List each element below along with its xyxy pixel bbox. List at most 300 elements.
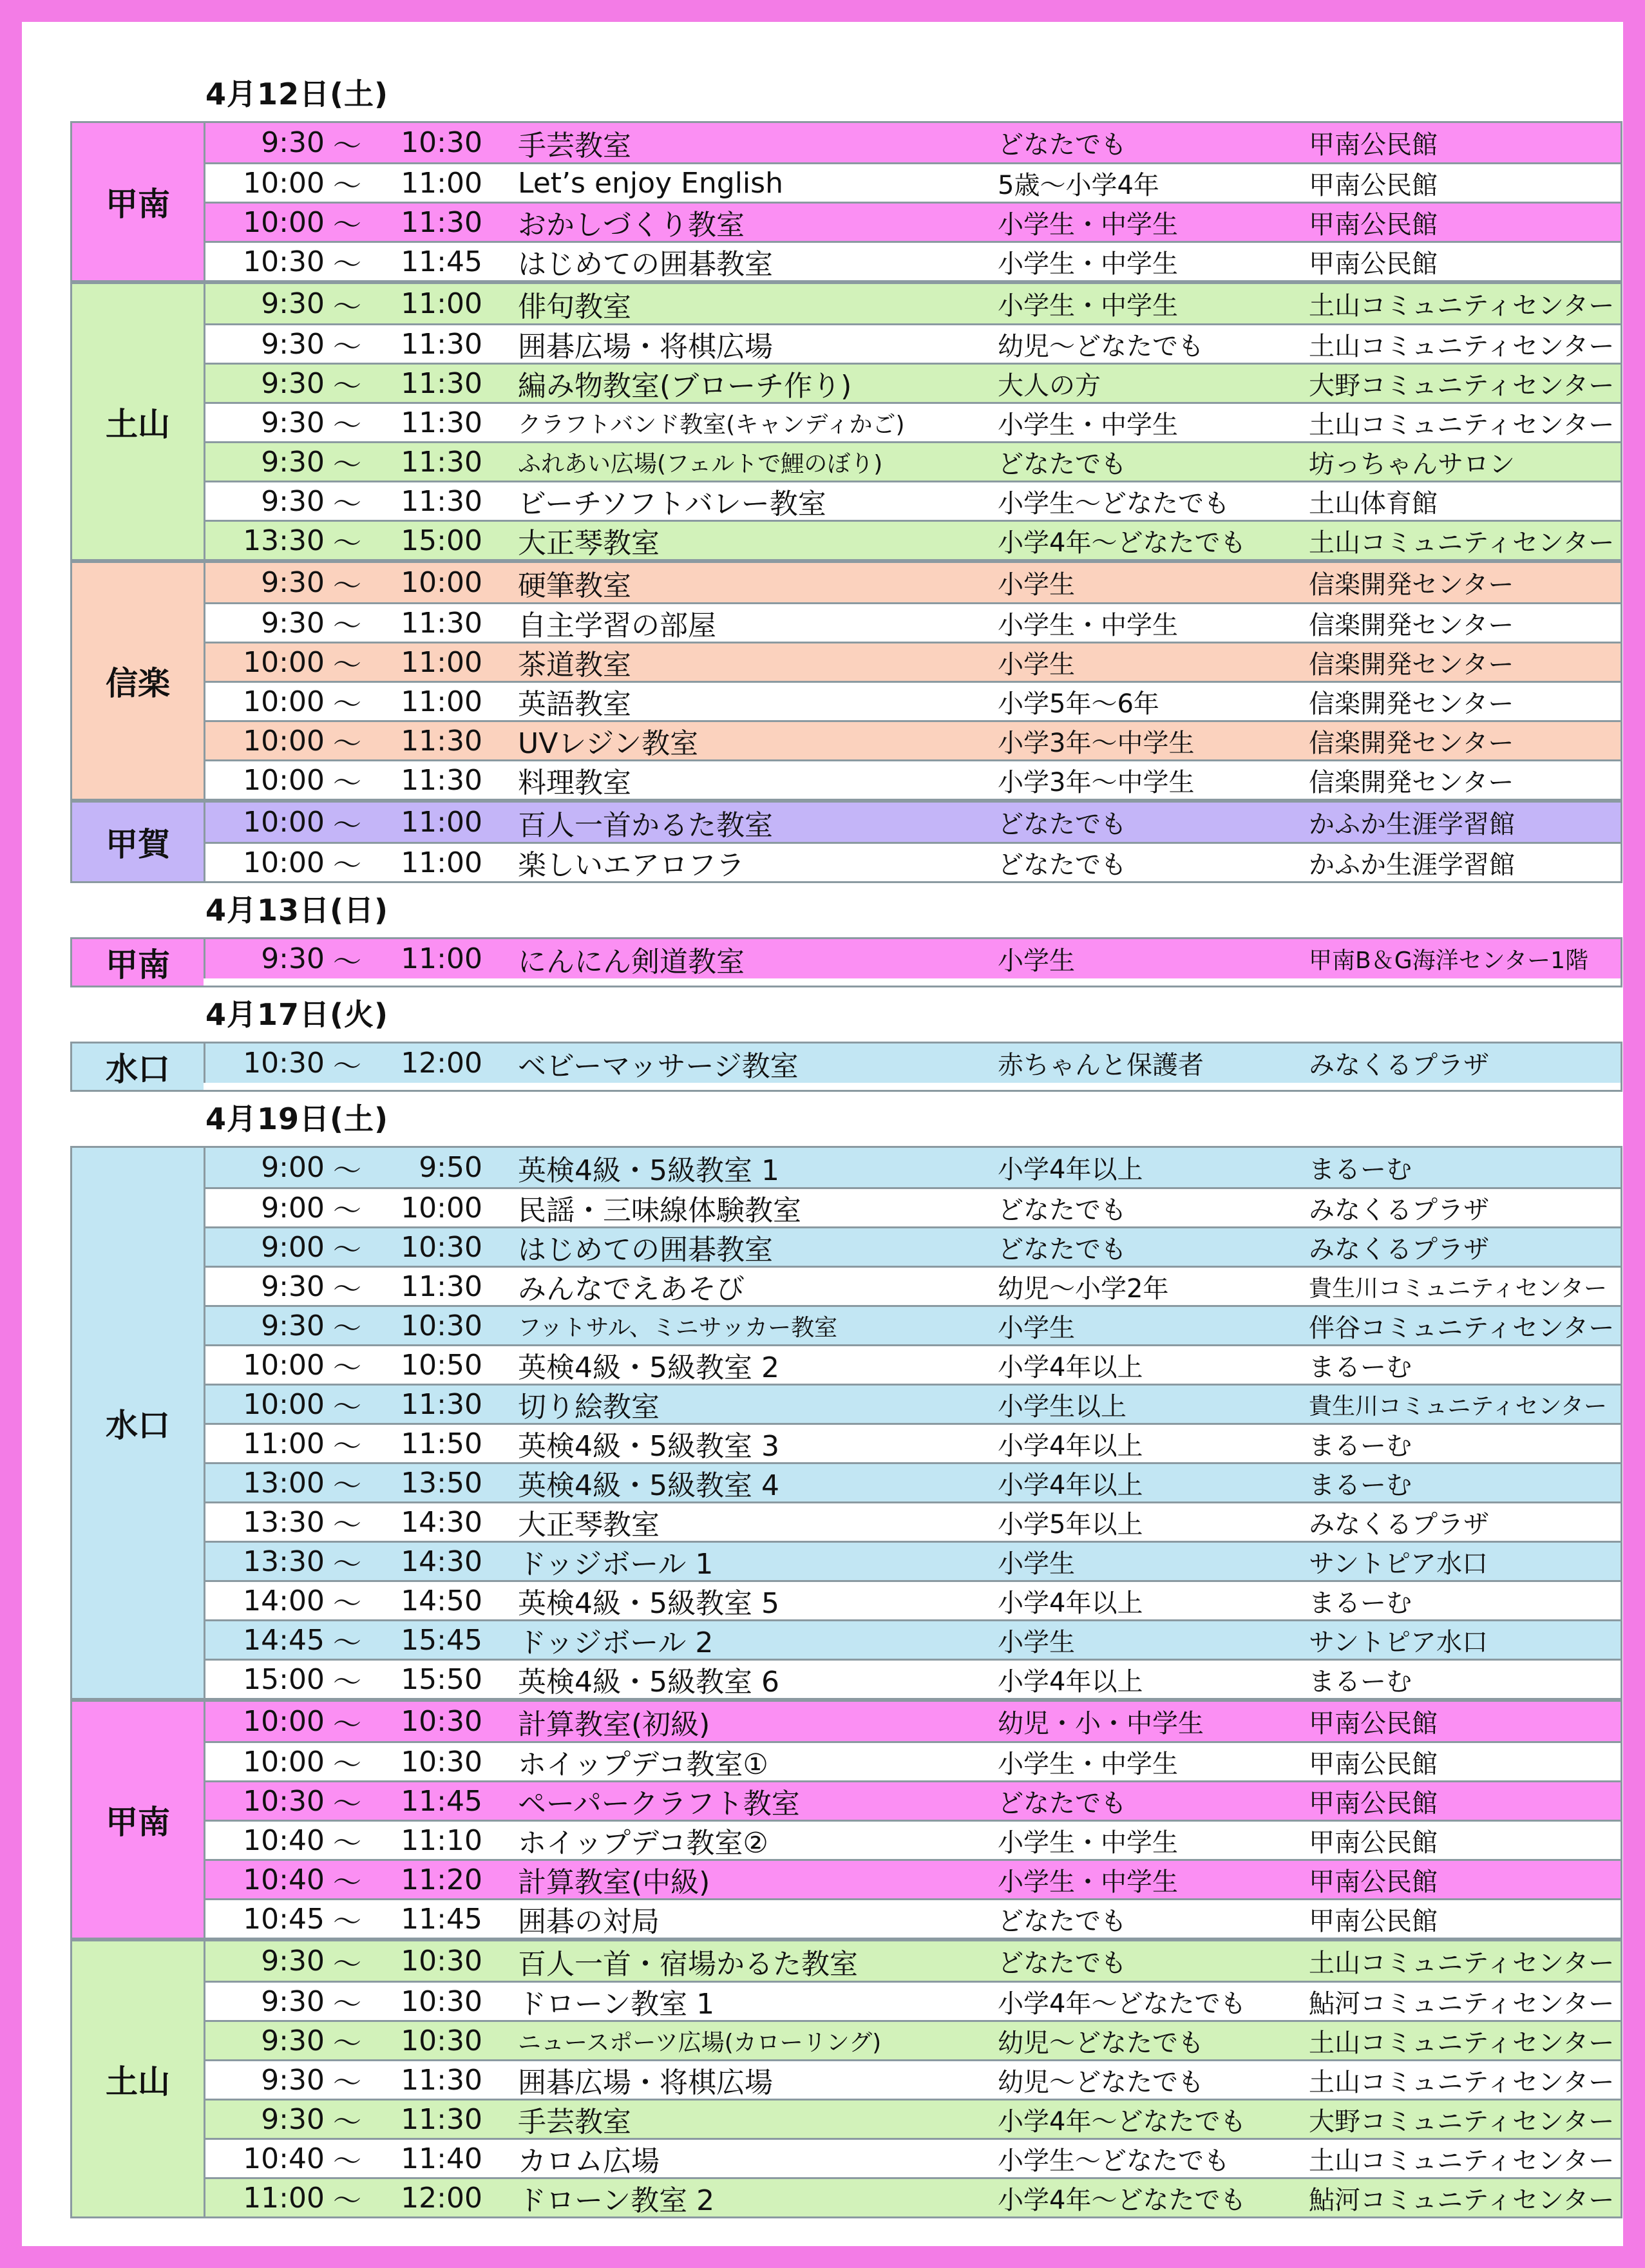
event-target: 小学4年以上 <box>998 1470 1143 1500</box>
event-title: ドローン教室 2 <box>518 2184 715 2217</box>
start-time: 9:30 <box>261 1309 325 1342</box>
end-time: 11:30 <box>401 1387 482 1421</box>
event-title: 計算教室(中級) <box>518 1866 710 1899</box>
time-separator: ～ <box>333 1866 361 1899</box>
event-title: おかしづくり教室 <box>518 209 745 242</box>
start-time: 13:30 <box>243 1545 325 1578</box>
end-time: 12:00 <box>401 1047 482 1080</box>
end-time: 15:45 <box>401 1623 482 1657</box>
end-time: 10:30 <box>401 1745 482 1778</box>
event-venue: サントピア水口 <box>1309 1549 1488 1579</box>
event-target: 小学生 <box>998 1627 1075 1657</box>
event-venue: 土山コミュニティセンター <box>1309 2067 1615 2097</box>
time-separator: ～ <box>333 808 361 842</box>
start-time: 10:40 <box>243 2142 325 2175</box>
event-venue: 坊っちゃんサロン <box>1309 449 1515 479</box>
event-row <box>204 202 1621 241</box>
start-time: 9:30 <box>261 606 325 640</box>
event-target: どなたでも <box>998 850 1127 880</box>
event-title: 編み物教室(ブローチ作り) <box>518 370 852 403</box>
end-time: 10:30 <box>401 2024 482 2057</box>
event-row <box>204 1741 1621 1780</box>
start-time: 14:00 <box>243 1584 325 1617</box>
region-label: 土山 <box>72 284 204 559</box>
event-row <box>204 1541 1621 1580</box>
event-target: 小学生 <box>998 1549 1075 1579</box>
event-title: 手芸教室 <box>518 129 631 162</box>
start-time: 13:30 <box>243 1505 325 1539</box>
event-title: ドッジボール 1 <box>518 1548 714 1581</box>
event-title: はじめての囲碁教室 <box>518 1234 773 1266</box>
end-time: 12:00 <box>401 2181 482 2215</box>
event-row <box>204 1941 1621 1981</box>
event-venue: 信楽開発センター <box>1309 570 1514 600</box>
event-row <box>204 363 1621 402</box>
time-separator: ～ <box>333 945 361 978</box>
end-time: 10:30 <box>401 1945 482 1977</box>
event-target: 幼児～どなたでも <box>998 331 1204 361</box>
event-title: ドローン教室 1 <box>518 1988 715 2021</box>
end-time: 11:30 <box>401 724 482 758</box>
start-time: 10:00 <box>243 685 325 718</box>
region-section <box>70 801 1622 883</box>
event-title: 英検4級・5級教室 2 <box>518 1351 779 1384</box>
event-venue: 土山コミュニティセンター <box>1309 291 1615 321</box>
event-title: ホイップデコ教室② <box>518 1827 768 1860</box>
event-row <box>204 1898 1621 1938</box>
event-rows <box>204 563 1621 799</box>
time-separator: ～ <box>333 1947 361 1981</box>
event-title: ニュースポーツ広場(カローリング) <box>518 2029 882 2056</box>
event-target: 幼児～どなたでも <box>998 2067 1204 2097</box>
event-target: 小学生・中学生 <box>998 209 1178 240</box>
time-separator: ～ <box>333 1587 361 1620</box>
event-title: はじめての囲碁教室 <box>518 248 773 281</box>
end-time: 11:00 <box>401 166 482 200</box>
event-venue: 伴谷コミュニティセンター <box>1309 1313 1615 1343</box>
event-row <box>204 2059 1621 2099</box>
event-rows <box>204 1043 1621 1090</box>
event-target: 小学生・中学生 <box>998 249 1178 279</box>
end-time: 15:50 <box>401 1663 482 1696</box>
start-time: 14:45 <box>243 1623 325 1657</box>
event-title: 英検4級・5級教室 3 <box>518 1430 779 1463</box>
end-time: 11:30 <box>401 2063 482 2097</box>
end-time: 9:50 <box>419 1151 482 1184</box>
time-separator: ～ <box>333 488 361 520</box>
event-venue: 甲南公民館 <box>1309 1906 1438 1936</box>
end-time: 11:45 <box>401 1902 482 1936</box>
event-target: 小学生・中学生 <box>998 291 1178 321</box>
event-row <box>204 2177 1621 2216</box>
event-title: ビーチソフトバレー教室 <box>518 488 826 520</box>
event-title: 百人一首かるた教室 <box>518 808 773 842</box>
event-title: 計算教室(初級) <box>518 1708 710 1741</box>
region-section <box>70 1042 1622 1092</box>
time-separator: ～ <box>333 767 361 799</box>
event-row <box>204 1423 1621 1462</box>
time-separator: ～ <box>333 727 361 760</box>
event-venue: みなくるプラザ <box>1309 1195 1489 1225</box>
time-separator: ～ <box>333 1787 361 1820</box>
event-venue: まるーむ <box>1309 1431 1412 1461</box>
event-title: ベビーマッサージ教室 <box>518 1049 799 1083</box>
event-row <box>204 642 1621 681</box>
end-time: 11:30 <box>401 406 482 439</box>
end-time: 15:00 <box>401 524 482 557</box>
event-target: 小学生 <box>998 649 1075 680</box>
start-time: 9:30 <box>261 1945 325 1977</box>
time-separator: ～ <box>333 527 361 560</box>
event-row <box>204 1780 1621 1820</box>
event-rows <box>204 284 1621 559</box>
event-rows <box>204 1941 1621 2216</box>
event-venue: 甲南公民館 <box>1309 1827 1438 1858</box>
start-time: 10:45 <box>243 1902 325 1936</box>
end-time: 14:30 <box>401 1505 482 1539</box>
time-separator: ～ <box>333 1351 361 1384</box>
end-time: 11:30 <box>401 763 482 797</box>
start-time: 10:00 <box>243 763 325 797</box>
event-row <box>204 481 1621 520</box>
event-target: 大人の方 <box>998 370 1101 401</box>
time-separator: ～ <box>333 448 361 481</box>
event-venue: 貴生川コミュニティセンター <box>1309 1275 1607 1302</box>
end-time: 11:40 <box>401 2142 482 2175</box>
event-row <box>204 1384 1621 1423</box>
event-venue: 土山コミュニティセンター <box>1309 2146 1615 2176</box>
event-title: 民謡・三味線体験教室 <box>518 1194 801 1227</box>
end-time: 11:30 <box>401 2102 482 2136</box>
event-venue: 貴生川コミュニティセンター <box>1309 1393 1607 1420</box>
event-target: どなたでも <box>998 1788 1127 1818</box>
event-venue: まるーむ <box>1309 1155 1412 1185</box>
event-target: 小学生 <box>998 570 1075 600</box>
event-rows <box>204 1148 1621 1698</box>
end-time: 11:30 <box>401 327 482 361</box>
end-time: 11:00 <box>401 685 482 718</box>
time-separator: ～ <box>333 2145 361 2178</box>
end-time: 11:30 <box>401 606 482 640</box>
event-row <box>204 1266 1621 1305</box>
end-time: 11:45 <box>401 245 482 278</box>
event-row <box>204 402 1621 441</box>
event-row <box>204 1702 1621 1741</box>
event-title: 囲碁広場・将棋広場 <box>518 330 773 363</box>
start-time: 10:00 <box>243 1387 325 1421</box>
event-row <box>204 1820 1621 1859</box>
event-row <box>204 241 1621 280</box>
event-venue: みなくるプラザ <box>1309 1509 1489 1539</box>
time-separator: ～ <box>333 330 361 363</box>
event-row <box>204 2138 1621 2177</box>
event-title: 料理教室 <box>518 767 631 799</box>
event-row <box>204 2099 1621 2138</box>
event-target: 赤ちゃんと保護者 <box>998 1051 1204 1080</box>
event-rows <box>204 803 1621 881</box>
event-target: 小学4年～どなたでも <box>998 1988 1246 2019</box>
event-title: クラフトバンド教室(キャンディかご) <box>518 411 905 438</box>
event-title: みんなでえあそび <box>518 1273 745 1306</box>
region-section <box>70 282 1622 561</box>
time-separator: ～ <box>333 1194 361 1227</box>
event-target: 小学4年～どなたでも <box>998 2185 1246 2215</box>
event-title: 囲碁の対局 <box>518 1905 660 1938</box>
time-separator: ～ <box>333 1154 361 1187</box>
event-row <box>204 1148 1621 1187</box>
start-time: 10:00 <box>243 1705 325 1738</box>
start-time: 9:30 <box>261 406 325 439</box>
event-target: 5歳～小学4年 <box>998 170 1159 200</box>
start-time: 9:30 <box>261 942 325 975</box>
event-title: 手芸教室 <box>518 2106 631 2139</box>
event-venue: 鮎河コミュニティセンター <box>1309 1988 1615 2019</box>
region-label: 甲南 <box>72 123 204 280</box>
event-target: どなたでも <box>998 1234 1127 1264</box>
end-time: 10:30 <box>401 1985 482 2018</box>
time-separator: ～ <box>333 1509 361 1541</box>
end-time: 11:00 <box>401 645 482 679</box>
region-section <box>70 1939 1622 2218</box>
event-row <box>204 1462 1621 1501</box>
event-title: ふれあい広場(フェルトで鯉のぼり) <box>518 450 883 477</box>
event-title: ホイップデコ教室① <box>518 1748 768 1781</box>
start-time: 9:30 <box>261 327 325 361</box>
event-target: 小学生～どなたでも <box>998 488 1230 519</box>
event-title: 茶道教室 <box>518 649 631 681</box>
end-time: 14:30 <box>401 1545 482 1578</box>
time-separator: ～ <box>333 1905 361 1938</box>
start-time: 10:00 <box>243 645 325 679</box>
time-separator: ～ <box>333 1748 361 1781</box>
time-separator: ～ <box>333 609 361 642</box>
start-time: 10:00 <box>243 166 325 200</box>
region-label: 信楽 <box>72 563 204 799</box>
event-target: 小学生・中学生 <box>998 1749 1178 1779</box>
event-venue: かふか生涯学習館 <box>1309 850 1515 880</box>
event-title: 英検4級・5級教室 6 <box>518 1666 779 1699</box>
event-venue: 土山コミュニティセンター <box>1309 331 1615 361</box>
event-target: どなたでも <box>998 1906 1127 1936</box>
start-time: 9:00 <box>261 1230 325 1264</box>
event-row <box>204 939 1621 978</box>
event-rows <box>204 1702 1621 1938</box>
region-label: 甲南 <box>72 1702 204 1938</box>
event-row <box>204 1619 1621 1659</box>
event-target: 幼児～どなたでも <box>998 2028 1204 2058</box>
event-row <box>204 602 1621 642</box>
end-time: 11:00 <box>401 287 482 320</box>
schedule <box>70 67 1622 2218</box>
event-target: 小学4年以上 <box>998 1666 1143 1697</box>
time-separator: ～ <box>333 849 361 882</box>
time-separator: ～ <box>333 1988 361 2021</box>
end-time: 10:30 <box>401 1230 482 1264</box>
time-separator: ～ <box>333 1548 361 1581</box>
event-target: どなたでも <box>998 1949 1127 1978</box>
start-time: 10:40 <box>243 1863 325 1896</box>
time-separator: ～ <box>333 1234 361 1266</box>
event-venue: 甲南公民館 <box>1309 1749 1438 1779</box>
event-venue: まるーむ <box>1309 1588 1412 1618</box>
time-separator: ～ <box>333 1430 361 1463</box>
time-separator: ～ <box>333 1391 361 1424</box>
time-separator: ～ <box>333 1666 361 1699</box>
event-target: 小学生・中学生 <box>998 1827 1178 1858</box>
end-time: 10:00 <box>401 1191 482 1225</box>
region-section <box>70 1700 1622 1939</box>
end-time: 11:20 <box>401 1863 482 1896</box>
start-time: 9:00 <box>261 1191 325 1225</box>
event-venue: サントピア水口 <box>1309 1627 1488 1657</box>
region-label: 土山 <box>72 1941 204 2216</box>
event-venue: 大野コミュニティセンター <box>1309 2106 1615 2137</box>
date-heading: 4月19日(土) <box>205 1101 389 1136</box>
event-row <box>204 1659 1621 1698</box>
event-target: 小学3年～中学生 <box>998 728 1195 758</box>
time-separator: ～ <box>333 1273 361 1306</box>
event-rows <box>204 123 1621 280</box>
event-target: どなたでも <box>998 449 1127 479</box>
start-time: 10:30 <box>243 1784 325 1818</box>
event-row <box>204 2020 1621 2059</box>
start-time: 9:30 <box>261 126 325 159</box>
time-separator: ～ <box>333 209 361 242</box>
time-separator: ～ <box>333 1708 361 1741</box>
start-time: 11:00 <box>243 2181 325 2215</box>
event-title: ペーパークラフト教室 <box>518 1787 800 1820</box>
event-venue: 大野コミュニティセンター <box>1309 370 1615 401</box>
event-row <box>204 1226 1621 1266</box>
event-target: 小学生・中学生 <box>998 1867 1178 1897</box>
event-title: 自主学習の部屋 <box>518 609 716 642</box>
time-separator: ～ <box>333 569 361 602</box>
end-time: 11:30 <box>401 367 482 400</box>
time-separator: ～ <box>333 1049 361 1083</box>
time-separator: ～ <box>333 1827 361 1860</box>
event-venue: 信楽開発センター <box>1309 767 1514 797</box>
event-target: 小学生以上 <box>998 1391 1127 1422</box>
event-venue: まるーむ <box>1309 1352 1412 1382</box>
event-target: 幼児～小学2年 <box>998 1273 1169 1304</box>
time-separator: ～ <box>333 129 361 162</box>
time-separator: ～ <box>333 290 361 323</box>
event-title: 硬筆教室 <box>518 569 631 602</box>
event-target: 小学生・中学生 <box>998 610 1178 640</box>
event-row <box>204 759 1621 799</box>
event-row <box>204 123 1621 162</box>
event-row <box>204 1859 1621 1898</box>
start-time: 10:00 <box>243 806 325 839</box>
event-title: フットサル、ミニサッカー教室 <box>518 1314 838 1341</box>
event-title: 英検4級・5級教室 5 <box>518 1587 779 1620</box>
event-target: 小学4年～どなたでも <box>998 528 1246 558</box>
event-venue: 土山コミュニティセンター <box>1309 410 1615 440</box>
event-row <box>204 1344 1621 1384</box>
event-target: どなたでも <box>998 810 1127 839</box>
event-row <box>204 441 1621 481</box>
time-separator: ～ <box>333 248 361 281</box>
start-time: 10:40 <box>243 1824 325 1857</box>
event-target: 小学4年以上 <box>998 1431 1143 1461</box>
event-venue: 甲南公民館 <box>1309 249 1438 279</box>
event-title: Let’s enjoy English <box>518 166 783 200</box>
end-time: 11:50 <box>401 1427 482 1460</box>
end-time: 10:30 <box>401 1705 482 1738</box>
event-venue: 土山体育館 <box>1309 488 1438 519</box>
event-row <box>204 520 1621 559</box>
start-time: 10:00 <box>243 1745 325 1778</box>
date-heading: 4月12日(土) <box>205 77 389 111</box>
event-title: にんにん剣道教室 <box>518 945 745 978</box>
event-venue: 信楽開発センター <box>1309 610 1514 640</box>
time-separator: ～ <box>333 169 361 202</box>
start-time: 9:30 <box>261 484 325 518</box>
event-target: 幼児・小・中学生 <box>998 1709 1204 1739</box>
end-time: 11:10 <box>401 1824 482 1857</box>
event-title: 俳句教室 <box>518 290 631 323</box>
region-section <box>70 561 1622 801</box>
event-venue: 甲南B＆G海洋センター1階 <box>1309 948 1589 974</box>
end-time: 11:45 <box>401 1784 482 1818</box>
start-time: 10:00 <box>243 846 325 879</box>
event-target: どなたでも <box>998 1195 1127 1225</box>
event-venue: 甲南公民館 <box>1309 209 1438 240</box>
end-time: 11:30 <box>401 445 482 479</box>
event-venue: かふか生涯学習館 <box>1309 810 1515 839</box>
event-venue: 信楽開発センター <box>1309 649 1514 680</box>
event-venue: 甲南公民館 <box>1309 1709 1438 1739</box>
event-row <box>204 1981 1621 2020</box>
region-section <box>70 1146 1622 1700</box>
event-title: 楽しいエアロフラ <box>518 849 745 882</box>
event-venue: 土山コミュニティセンター <box>1309 2028 1615 2058</box>
event-target: 小学3年～中学生 <box>998 767 1195 797</box>
region-label: 水口 <box>72 1148 204 1698</box>
event-row <box>204 1043 1621 1083</box>
event-row <box>204 1305 1621 1344</box>
end-time: 10:00 <box>401 566 482 599</box>
event-row <box>204 1187 1621 1226</box>
event-title: UVレジン教室 <box>518 727 699 760</box>
event-target: 小学生 <box>998 1313 1075 1343</box>
start-time: 9:30 <box>261 367 325 400</box>
event-row <box>204 803 1621 842</box>
event-row <box>204 720 1621 759</box>
start-time: 13:00 <box>243 1466 325 1500</box>
start-time: 9:00 <box>261 1151 325 1184</box>
event-title: 大正琴教室 <box>518 527 660 560</box>
start-time: 13:30 <box>243 524 325 557</box>
event-target: 小学5年以上 <box>998 1509 1143 1539</box>
region-label: 甲南 <box>72 939 204 986</box>
event-title: 英検4級・5級教室 1 <box>518 1154 779 1187</box>
end-time: 11:00 <box>401 806 482 839</box>
event-row <box>204 284 1621 323</box>
event-target: 小学4年以上 <box>998 1155 1143 1185</box>
event-target: 小学4年～どなたでも <box>998 2106 1246 2137</box>
end-time: 11:30 <box>401 1270 482 1303</box>
start-time: 9:30 <box>261 2063 325 2097</box>
end-time: 10:30 <box>401 126 482 159</box>
event-venue: 信楽開発センター <box>1309 689 1514 719</box>
event-row <box>204 1501 1621 1541</box>
end-time: 13:50 <box>401 1466 482 1500</box>
event-target: 小学生～どなたでも <box>998 2146 1230 2176</box>
event-row <box>204 162 1621 202</box>
event-venue: 甲南公民館 <box>1309 1867 1438 1897</box>
start-time: 15:00 <box>243 1663 325 1696</box>
